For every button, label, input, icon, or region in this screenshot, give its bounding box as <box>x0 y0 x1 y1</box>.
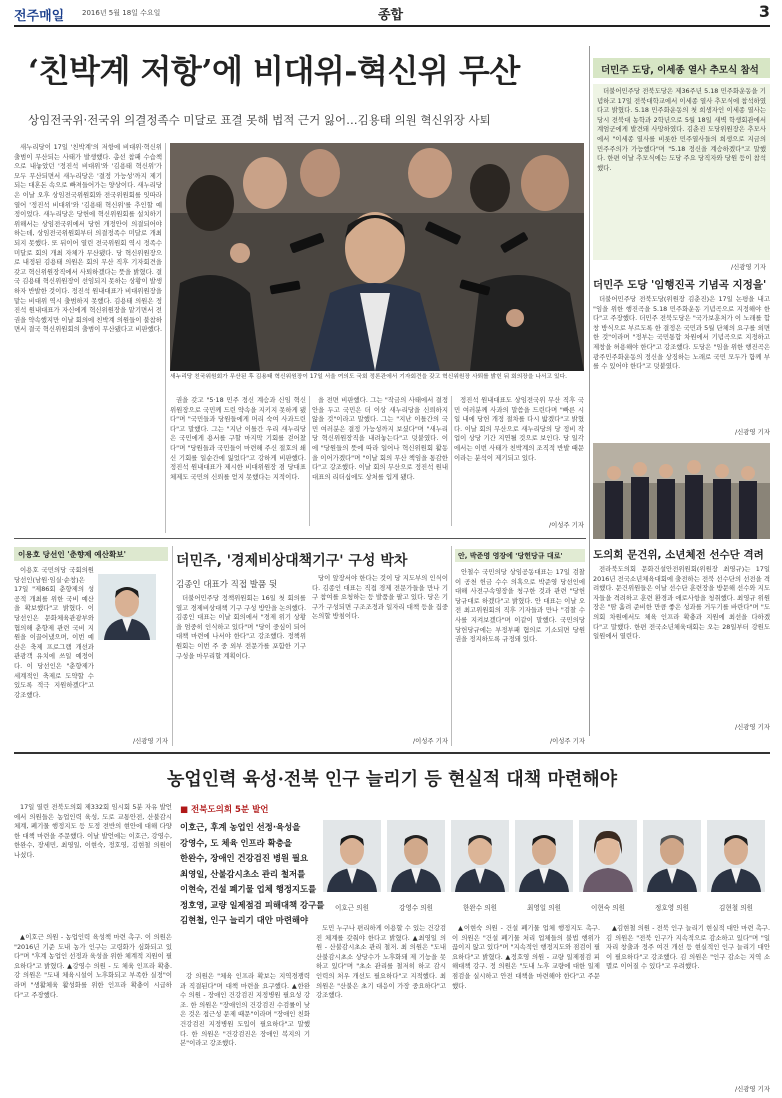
speech-list <box>180 820 325 929</box>
portrait-photo <box>98 574 156 640</box>
portrait-photo <box>643 820 701 892</box>
article-text: 당이 앞장서야 한다는 것이 당 지도부의 인식이다. 김종인 대표는 직접 경제 전문가들을 만나 기구 참여를 요청하는 등 발품을 팔고 있다. 당은 기구가 구성되면 구조조정과 일자리 대책 등을 집중 논의할 방침이다. <box>312 574 448 621</box>
sidebar3-photo <box>593 443 770 539</box>
bottom-col4 <box>452 924 600 1094</box>
portrait-name: 이호근 의원 <box>335 904 369 912</box>
article-text: 더불어민주당 전북도당은 제36주년 5.18 민주화운동을 기념하고 17일 전북대학교에서 이세종 열사 추모식에 참석하였다고 밝혔다. 5.18 민주화운동의 첫 희생자인 이세종 열사는 당시 전북대 농학과 2학년으로 5월 18일 새벽 학생회관에서 계엄군에게 발견돼 사망하였다. 김춘진 도당위원장은 추모사에서 "이세종 열사를 비롯한 민주열사들의 희생으로 지금의 민주주의가 가능했다"며 "5.18 정신을 계승하겠다"고 말했다. 한편 이날 추모식에는 도당 주요 당직자와 당원 등이 참석했다. <box>597 87 766 172</box>
divider <box>172 546 173 746</box>
masthead-rule <box>14 25 770 27</box>
article-text: ▲김현철 의원 - 전북 인구 늘리기 현실적 대안 마련 촉구. 김 의원은 "전북 인구가 지속적으로 감소하고 있다"며 "일자리 창출과 정주 여건 개선 등 현실적인 인구 늘리기 대안이 필요하다"고 강조했다. 김 의원은 "인구 감소는 지역 소멸로 이어질 수 있다"고 우려했다. <box>606 924 770 971</box>
article-text: 전라북도의회 문화건설안전위원회(위원장 최영규)는 17일 2016년 전국소년체육대회에 출전하는 전북 선수단의 선전을 격려했다. 문건위원들은 이날 선수단 훈련장을 방문해 선수와 지도자들을 격려하고 훈련 환경과 애로사항을 청취했다. 최영규 위원장은 "땀 흘려 준비한 만큼 좋은 성과를 거두기를 바란다"며 "도의회 차원에서도 체육 인프라 확충과 지원에 최선을 다하겠다"고 말했다. 한편 전국소년체육대회는 오는 28일부터 강원도 일원에서 열린다. <box>593 565 770 641</box>
portrait-name: 이현숙 의원 <box>591 904 625 912</box>
sidebar3-text <box>593 565 770 720</box>
sidebar1-title: 더민주 도당, 이세종 열사 추모식 참석 <box>601 65 759 76</box>
minjoo-story-col2 <box>312 574 448 734</box>
divider <box>309 396 310 526</box>
minjoo-story-col1 <box>176 594 306 736</box>
bottom-col1 <box>14 933 172 1093</box>
article-text: 17일 열린 전북도의회 제332회 임시회 5분 자유 발언에서 의원들은 농업인력 육성, 도로 교통안전, 산불감시 체계, 폐기물 행정지도 등 도정 전반의 현안에 대해 다양한 대책 마련을 주문했다. 이날 발언에는 이호근, 강영수, 한완수, 장세민, 최영일, 이현숙, 정호영, 김현철 의원이 나섰다. <box>14 803 172 859</box>
article-text: 정진석 원내대표도 상임전국위 무산 직후 국민 여러분께 사과의 말씀을 드린다며 "빠른 시일 내에 당헌 개정 절차를 다시 밟겠다"고 밝혔다. 이날 회의 무산으로 새누리당의 당 정비 작업이 상당 기간 지연될 것으로 보인다. 당 일각에서는 이번 사태가 친박계의 조직적 반발 때문이라는 분석이 제기되고 있다. <box>454 396 584 462</box>
divider <box>589 46 590 736</box>
portrait-name: 김현철 의원 <box>719 904 753 912</box>
lee-story-byline: /신광영 기자 <box>132 737 168 745</box>
portrait-card <box>643 820 701 920</box>
press-conference-photo <box>170 143 584 371</box>
portrait-card <box>323 820 381 920</box>
portrait-card <box>451 820 509 920</box>
lee-story-text <box>14 566 94 736</box>
sidebar3-title: 도의회 문건위, 소년체전 선수단 격려 <box>593 549 764 561</box>
article-text: ▲이호근 의원 - 농업인력 육성책 마련 촉구. 이 의원은 "2016년 기준 도내 농가 인구는 고령화가 심화되고 있다"며 "후계 농업인 선정과 육성을 위한 체계적 지원이 필요하다"고 밝혔다. ▲강영수 의원 - 도 체육 인프라 확충. 강 의원은 "도내 체육시설이 노후화되고 부족한 실정"이라며 "생활체육 활성화를 위한 인프라 확충이 시급하다"고 주장했다. <box>14 933 172 999</box>
main-article-col1 <box>170 396 306 526</box>
article-text: 강 의원은 "체육 인프라 확보는 지역경쟁력과 직결된다"며 대책 마련을 요구했다. ▲한완수 의원 - 장애인 건강검진 지정병원 필요성 강조. 한 의원은 "장애인의 건강검진 수검률이 낮은 것은 접근성 문제 때문"이라며 "장애인 친화 건강검진 지정병원 도입이 필요하다"고 말했다. 한 의원은 "건강검진은 장애인 복지의 기본"이라고 강조했다. <box>180 972 310 1048</box>
article-text: 더불어민주당 정책위원회는 16일 첫 회의를 열고 경제비상대책 기구 구성 방안을 논의했다. 김종인 대표는 이날 회의에서 "경제 위기 상황을 엄중히 인식하고 있다"며 "당이 중심이 되어 대책 마련에 나서야 한다"고 강조했다. 정책위원회는 이번 주 중 외부 전문가를 포함한 기구 구성을 마무리할 계획이다. <box>176 594 306 660</box>
main-subheadline: 상임전국위·전국위 의결정족수 미달로 표결 못해 법적 근거 잃어…김용태 의원 혁신위장 사퇴 <box>28 113 491 127</box>
bottom-byline: /신광영 기자 <box>734 1085 770 1093</box>
portrait-card <box>579 820 637 920</box>
portrait-photo <box>515 820 573 892</box>
sidebar2-title: 더민주 도당 '임행진곡 기념곡 지정을' <box>593 279 767 291</box>
page-number: 3 <box>758 2 770 21</box>
portrait-photo <box>451 820 509 892</box>
portrait-name: 정호영 의원 <box>655 904 689 912</box>
sidebar2-text <box>593 295 770 425</box>
article-text: 도민 누구나 편리하게 이용할 수 있는 건강검진 체계를 갖춰야 한다고 밝혔다. ▲최영일 의원 - 산불감시초소 관리 철저. 최 의원은 "도내 산불감시초소 상당수가 노후화돼 제 기능을 못하고 있다"며 "초소 관리를 철저히 하고 감시 인력의 처우 개선도 필요하다"고 지적했다. 최 의원은 "산불은 초기 대응이 가장 중요하다"고 강조했다. <box>316 924 446 1000</box>
masthead <box>14 2 770 24</box>
speech-list-item: 정호영, 교량 일제점검 피해대책 강구를 <box>180 899 325 910</box>
divider <box>165 143 166 533</box>
portrait-photo <box>387 820 445 892</box>
speech-list-item: 김현철, 인구 늘리기 대안 마련해야 <box>180 915 309 925</box>
box-title: ■ 전북도의회 5분 발언 <box>180 805 269 815</box>
main-byline: /이성주 기자 <box>548 521 584 529</box>
ahn-story-title: 안, 박준영 영장에 '당헌당규 대로' <box>458 552 563 560</box>
speech-list-item: 이현숙, 건설 폐기물 업체 행정지도를 <box>180 884 317 894</box>
article-text: 이용호 국민의당 국회의원 당선인(남원·임실·순창)은 17일 "제86회 춘향제의 성공적 개최를 위한 국비 예산을 확보했다"고 밝혔다. 이 당선인은 문화체육관광부와 협의해 춘향제 관련 국비 지원을 이끌어냈으며, 이번 예산은 축제 프로그램 개선과 관광객 유치에 쓰일 예정이다. 이 당선인은 "춘향제가 세계적인 축제로 도약할 수 있도록 적극 지원하겠다"고 강조했다. <box>14 566 94 699</box>
section-name: 종합 <box>378 8 404 23</box>
main-article-left <box>14 143 162 533</box>
portrait-row <box>323 820 770 920</box>
sidebar1-text <box>593 84 770 260</box>
article-text: 더불어민주당 전북도당(위원장 김춘진)은 17일 논평을 내고 "임을 위한 행진곡을 5.18 민주화운동 기념곡으로 지정해야 한다"고 주장했다. 더민주 전북도당은 "국가보훈처가 이 노래를 합창 방식으로 부르도록 한 결정은 국민과 5월 단체의 요구를 외면한 것"이라며 "정부는 국민통합 차원에서 기념곡으로 지정하고 제창을 허용해야 한다"고 강조했다. 도당은 "임을 위한 행진곡은 광주민주화운동의 정신을 상징하는 노래로 국민 모두가 함께 부를 수 있어야 한다"고 덧붙였다. <box>593 295 770 371</box>
portrait-photo <box>579 820 637 892</box>
article-text: 권을 갖고 "5·18 민주 정신 계승과 신임 혁신위원장으로 국민께 드린 약속을 지키지 못하게 됐다"며 "국민들과 당원들에게 머리 숙여 사과드린다"고 말했다. 그는 "지난 이틀간 우리 새누리당은 국민에게 용서를 구할 마지막 기회를 걷어찼다"며 "당원들과 국민들이 마련해 주신 절호의 쇄신 기회를 일순간에 잃었다"고 강하게 비판했다. 정진석 원내대표가 제시한 비대위원장 겸 당대표 체제도 국민의 신뢰를 얻지 못했다는 지적이다. <box>170 396 306 481</box>
article-text: 을 전면 비판했다. 그는 "작금의 사태에서 결정 안을 두고 국민은 더 이상 새누리당을 신뢰하지 않을 것"이라고 말했다. 그는 "지난 이틀간의 국민 여러분은 결정 가능성까지 보셨다"며 "새누리당 혁신위원장직을 내려놓는다"고 덧붙였다. 이에 "당원들의 뜻에 따라 일어나 혁신위원회 활동을 이어가겠다"며 "이날 회의 무산 책임을 통감한다"고 강조했다. 이날 회의 무산으로 정진석 원내대표의 리더십에도 상처를 입게 됐다. <box>312 396 448 481</box>
portrait-name: 강영수 의원 <box>399 904 433 912</box>
lee-story-title-box <box>14 547 168 561</box>
ahn-story-text <box>455 568 585 734</box>
meeting-photo <box>593 443 770 539</box>
bottom-col2 <box>180 972 310 1094</box>
minjoo-story-title: 더민주, '경제비상대책기구' 구성 박차 <box>176 553 408 569</box>
speech-list-item: 최영일, 산불감시초소 관리 철저를 <box>180 868 306 879</box>
portrait-card <box>707 820 765 920</box>
speech-list-item: 강영수, 도 체육 인프라 확충을 <box>180 837 292 848</box>
issue-date: 2016년 5월 18일 수요일 <box>82 9 161 17</box>
portrait-photo <box>323 820 381 892</box>
article-text: 안철수 국민의당 상임공동대표는 17일 검찰이 공천 헌금 수수 의혹으로 박준영 당선인에 대해 사전구속영장을 청구한 것과 관련 "당헌당규대로 하겠다"고 밝혔다. 안 대표는 이날 오전 최고위원회의 직후 기자들과 만나 "검찰 수사를 지켜보겠다"며 이같이 말했다. 국민의당 당헌당규에는 부정부패 혐의로 기소되면 당원권을 정지하도록 규정돼 있다. <box>455 568 585 644</box>
bottom-intro <box>14 803 172 927</box>
main-photo-caption: 새누리당 친국위원회가 무산된 후 김용태 혁신위원장이 17일 서울 여의도 국회 정론관에서 기자회견을 갖고 혁신위원장 사퇴를 밝힌 뒤 회의장을 나서고 있다. <box>170 374 568 380</box>
ahn-story-byline: /이성주 기자 <box>549 737 585 745</box>
divider <box>451 546 452 746</box>
article-text: ▲이현숙 의원 - 건설 폐기물 업체 행정지도 촉구. 이 의원은 "건설 폐기물 처리 업체들의 불법 행위가 끊이지 않고 있다"며 "지속적인 행정지도와 점검이 필요하다"고 밝혔다. ▲정호영 의원 - 교량 일제점검 피해대책 강구. 정 의원은 "도내 노후 교량에 대한 일제점검을 실시하고 안전 대책을 마련해야 한다"고 주문했다. <box>452 924 600 990</box>
bottom-col3 <box>316 924 446 1094</box>
sidebar2-byline: /신광영 기자 <box>734 428 770 436</box>
five-minute-speech-box <box>180 803 325 971</box>
main-headline: ‘친박계 저항’에 비대위-혁신위 무산 <box>28 52 520 90</box>
main-article-col2 <box>312 396 448 526</box>
lee-portrait <box>98 574 156 640</box>
divider <box>14 752 770 754</box>
divider <box>14 538 586 539</box>
lee-story-title: 이용호 당선인 '춘향제 예산확보' <box>18 550 126 559</box>
divider <box>451 396 452 526</box>
sidebar1-title-box <box>593 58 770 78</box>
main-photo <box>170 143 584 371</box>
bottom-headline: 농업인력 육성·전북 인구 늘리기 등 현실적 대책 마련해야 <box>166 769 618 790</box>
paper-name: 전주매일 <box>14 9 65 24</box>
minjoo-story-subtitle: 김종인 대표가 직접 발품 뒷 <box>176 580 278 590</box>
portrait-card <box>387 820 445 920</box>
portrait-card <box>515 820 573 920</box>
portrait-name: 최영일 의원 <box>527 904 561 912</box>
bottom-col5 <box>606 924 770 1082</box>
main-article-text: 새누리당이 17일 '친박계'의 저항에 비대위·혁신위 출범이 무산되는 사태가 발생했다. 총선 참패 수습책으로 내놓았던 '정진석 비대위'와 '김용태 혁신위'가 모두 무산되면서 새누리당은 '결정 가능성'까지 제기되는 대혼돈 속으로 빠져들어가는 양상이다. 새누리당은 이날 오후 상임전국위원회와 전국위원회를 잇따라 열어 '정진석 비대위'와 '김용태 혁신위'를 추인할 예정이었다. 새누리당은 당헌에 혁신위원회를 설치하기 위해서는 상임전국위에서 당헌 개정안이 의결되어야 하는데, 상임전국위원회부터 의결정족수 미달로 개최되지 못했다. 또 뒤이어 열린 전국위원회 역시 정족수 미달로 회의 개최 자체가 무산됐다. 당 혁신위원장으로 내정된 김용태 의원은 회의 무산 직후 기자회견을 갖고 혁신위원장직에서 사퇴하겠다는 뜻을 밝혔다. 결국 김용태 혁신위원장이 선임되지 못하는 상황이 발생하자 반발한 것이다. 정진석 원내대표가 비대위원장을 맡는 비대위 역시 출범하지 못했다. 김용태 의원은 정진석 원내대표가 자신에게 혁신위원장을 맡기면서 전권을 약속했지만 이날 회의에 친박계 의원들이 불참하면서 결국 혁신위원회의 출범이 무산됐다고 비판했다. <box>14 143 162 334</box>
portrait-name: 한완수 의원 <box>463 904 497 912</box>
minjoo-story-byline: /이성주 기자 <box>412 737 448 745</box>
speech-list-item: 한완수, 장애인 건강검진 병원 필요 <box>180 853 309 863</box>
speech-list-item: 이호근, 후계 농업인 선정·육성을 <box>180 822 301 832</box>
main-article-col3 <box>454 396 584 518</box>
ahn-story-title-box <box>455 549 585 562</box>
sidebar3-byline: /신광영 기자 <box>734 723 770 731</box>
sidebar1-byline: /신광영 기자 <box>730 263 766 271</box>
portrait-photo <box>707 820 765 892</box>
